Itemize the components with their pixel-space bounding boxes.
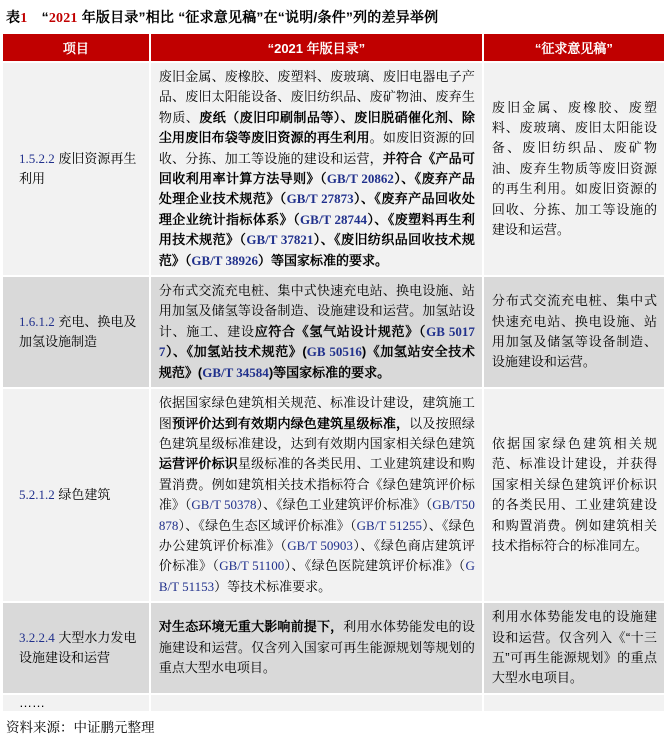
source-note: 资料来源：中证鹏元整理 — [6, 719, 155, 735]
diff-table — [1, 32, 666, 713]
col-header-project: 项目 — [3, 34, 149, 61]
table-title: 表1 “2021 年版目录”相比 “征求意见稿”在“说明/条件”列的差异举例 — [6, 9, 439, 26]
project-cell: 1.5.2.2 废旧资源再生利用 — [3, 63, 149, 275]
col-header-draft: “征求意见稿” — [484, 34, 664, 61]
catalog-2021-cell-empty — [151, 695, 482, 711]
project-cell: 5.2.1.2 绿色建筑 — [3, 389, 149, 601]
draft-cell: 依据国家绿色建筑相关规范、标准设计建设，并获得国家相关绿色建筑评价标识的各类民用、工业建筑建设和购置消费。例如建筑相关技术指标符合的标准同左。 — [484, 389, 664, 601]
project-cell: 3.2.2.4 大型水力发电设施建设和运营 — [3, 603, 149, 693]
draft-cell: 利用水体势能发电的设施建设和运营。仅含列入《“十三五”可再生能源规划》的重点大型水电项目。 — [484, 603, 664, 693]
table-row — [3, 277, 664, 387]
ellipsis-cell: …… — [3, 695, 149, 711]
draft-cell: 废旧金属、废橡胶、废塑料、废玻璃、废旧太阳能设备、废旧纺织品、废矿物油、废弃生物质等废旧资源的再生利用。如废旧资源的回收、分拣、加工等设施的建设和运营。 — [484, 63, 664, 275]
col-header-2021-catalog: “2021 年版目录” — [151, 34, 482, 61]
project-cell: 1.6.1.2 充电、换电及加氢设施制造 — [3, 277, 149, 387]
table-row — [3, 63, 664, 275]
draft-cell-empty — [484, 695, 664, 711]
table-row — [3, 603, 664, 693]
catalog-2021-cell: 依据国家绿色建筑相关规范、标准设计建设，建筑施工图预评价达到有效期内绿色建筑星级标准，以及按照绿色建筑星级标准建设，达到有效期内国家相关绿色建筑运营评价标识星级标准的各类民用、工业建筑建设和购置消费。例如建筑相关技术指标符合《绿色建筑评价标准》（GB/T 50378）、《绿色工业建筑评价标准》（GB/T50878）、《绿色生态区域评价标准》（GB/T 51255）、《绿色办公建筑评价标准》（GB/T 50903）、《绿色商店建筑评价标准》（GB/T 51100）、《绿色医院建筑评价标准》（GB/T 51153）等技术标准要求。 — [151, 389, 482, 601]
catalog-2021-cell: 对生态环境无重大影响前提下，利用水体势能发电的设施建设和运营。仅含列入国家可再生能源规划等规划的重点大型水电项目。 — [151, 603, 482, 693]
ellipsis-row — [3, 695, 664, 711]
catalog-2021-cell: 分布式交流充电桩、集中式快速充电站、换电设施、站用加氢及储氢等设备制造、设施建设和运营。加氢站设计、施工、建设应符合《氢气站设计规范》（GB 50177）、《加氢站技术规范》(GB 50516)《加氢站安全技术规范》(GB/T 34584)等国家标准的要求。 — [151, 277, 482, 387]
header-row — [3, 34, 664, 61]
draft-cell: 分布式交流充电桩、集中式快速充电站、换电设施、站用加氢及储氢等设备制造、设施建设和运营。 — [484, 277, 664, 387]
catalog-2021-cell: 废旧金属、废橡胶、废塑料、废玻璃、废旧电器电子产品、废旧太阳能设备、废旧纺织品、废矿物油、废弃生物质、废纸（废旧印刷制品等）、废旧脱硝催化剂、除尘用废旧布袋等废旧资源的再生利用。如废旧资源的回收、分拣、加工等设施的建设和运营，并符合《产品可回收利用率计算方法导则》（GB/T 20862）、《废弃产品处理企业技术规范》（GB/T 27873）、《废弃产品回收处理企业统计指标体系》（GB/T 28744）、《废塑料再生利用技术规范》（GB/T 37821）、《废旧纺织品回收技术规范》（GB/T 38926）等国家标准的要求。 — [151, 63, 482, 275]
table-row — [3, 389, 664, 601]
